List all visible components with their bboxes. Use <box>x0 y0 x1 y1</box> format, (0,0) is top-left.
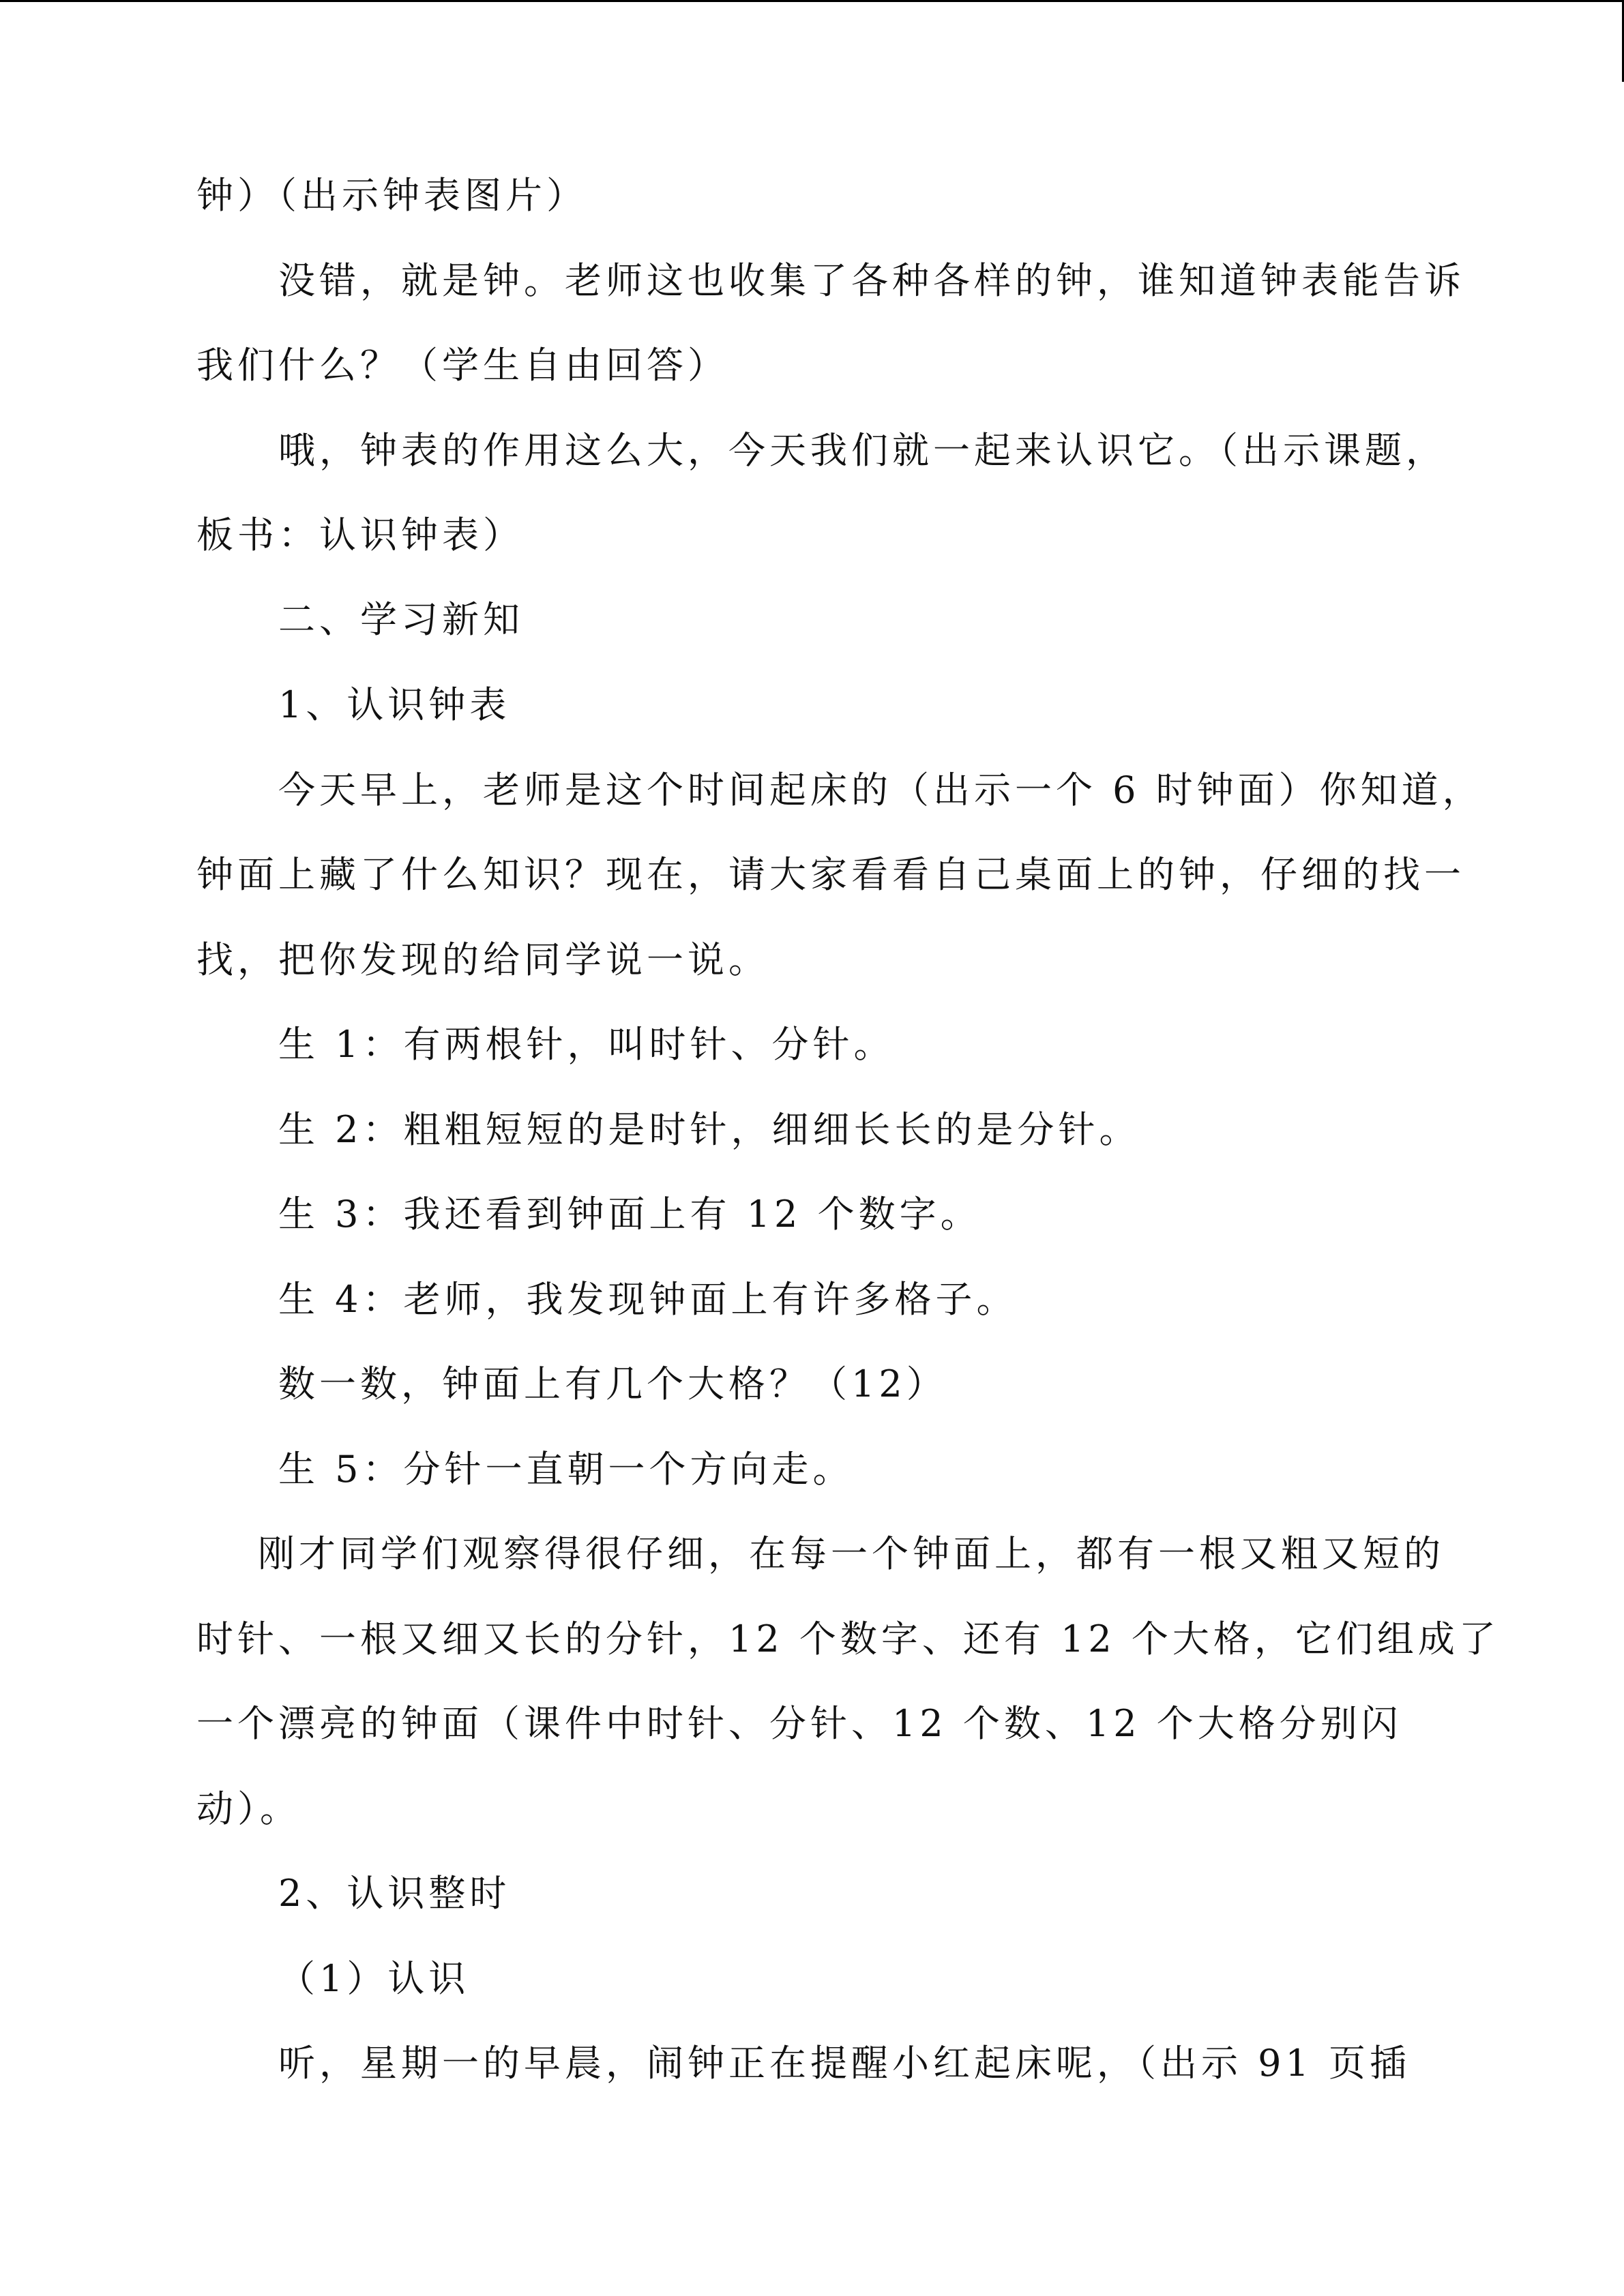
text-line: 今天早上，老师是这个时间起床的（出示一个 6 时钟面）你知道， <box>278 769 1483 811</box>
text-line: 找，把你发现的给同学说一说。 <box>196 938 769 981</box>
text-line: 听，星期一的早晨，闹钟正在提醒小红起床呢，（出示 91 页插 <box>278 2042 1411 2085</box>
text-line: 钟面上藏了什么知识？现在，请大家看看自己桌面上的钟，仔细的找一 <box>196 853 1465 896</box>
text-line: 生 1：有两根针，叫时针、分针。 <box>278 1023 895 1066</box>
text-line: 生 4：老师，我发现钟面上有许多格子。 <box>278 1278 1018 1321</box>
text-line: 我们什么？（学生自由回答） <box>196 344 728 387</box>
text-line: 没错，就是钟。老师这也收集了各种各样的钟，谁知道钟表能告诉 <box>278 259 1465 302</box>
text-line: 生 3：我还看到钟面上有 12 个数字。 <box>278 1193 981 1236</box>
text-line: 刚才同学们观察得很仔细，在每一个钟面上，都有一根又粗又短的 <box>258 1532 1445 1575</box>
text-line: 动）。 <box>196 1787 301 1830</box>
text-line: 生 5：分针一直朝一个方向走。 <box>278 1448 854 1491</box>
text-line: 板书：认识钟表） <box>196 513 524 556</box>
text-line: 哦，钟表的作用这么大，今天我们就一起来认识它。（出示课题， <box>278 429 1447 472</box>
subsection-heading: （1）认识 <box>278 1957 470 2000</box>
top-border-line <box>0 0 1624 2</box>
text-line: 生 2：粗粗短短的是时针，细细长长的是分针。 <box>278 1108 1140 1151</box>
text-line: 数一数，钟面上有几个大格？（12） <box>278 1362 947 1405</box>
text-line: 时针、一根又细又长的分针，12 个数字、还有 12 个大格，它们组成了 <box>196 1617 1500 1660</box>
text-line: 钟）（出示钟表图片） <box>196 174 587 217</box>
text-line: 一个漂亮的钟面（课件中时针、分针、12 个数、12 个大格分别闪 <box>196 1702 1402 1745</box>
section-heading: 二、学习新知 <box>278 598 524 641</box>
subsection-heading: 2、认识整时 <box>278 1872 511 1915</box>
subsection-heading: 1、认识钟表 <box>278 683 511 726</box>
